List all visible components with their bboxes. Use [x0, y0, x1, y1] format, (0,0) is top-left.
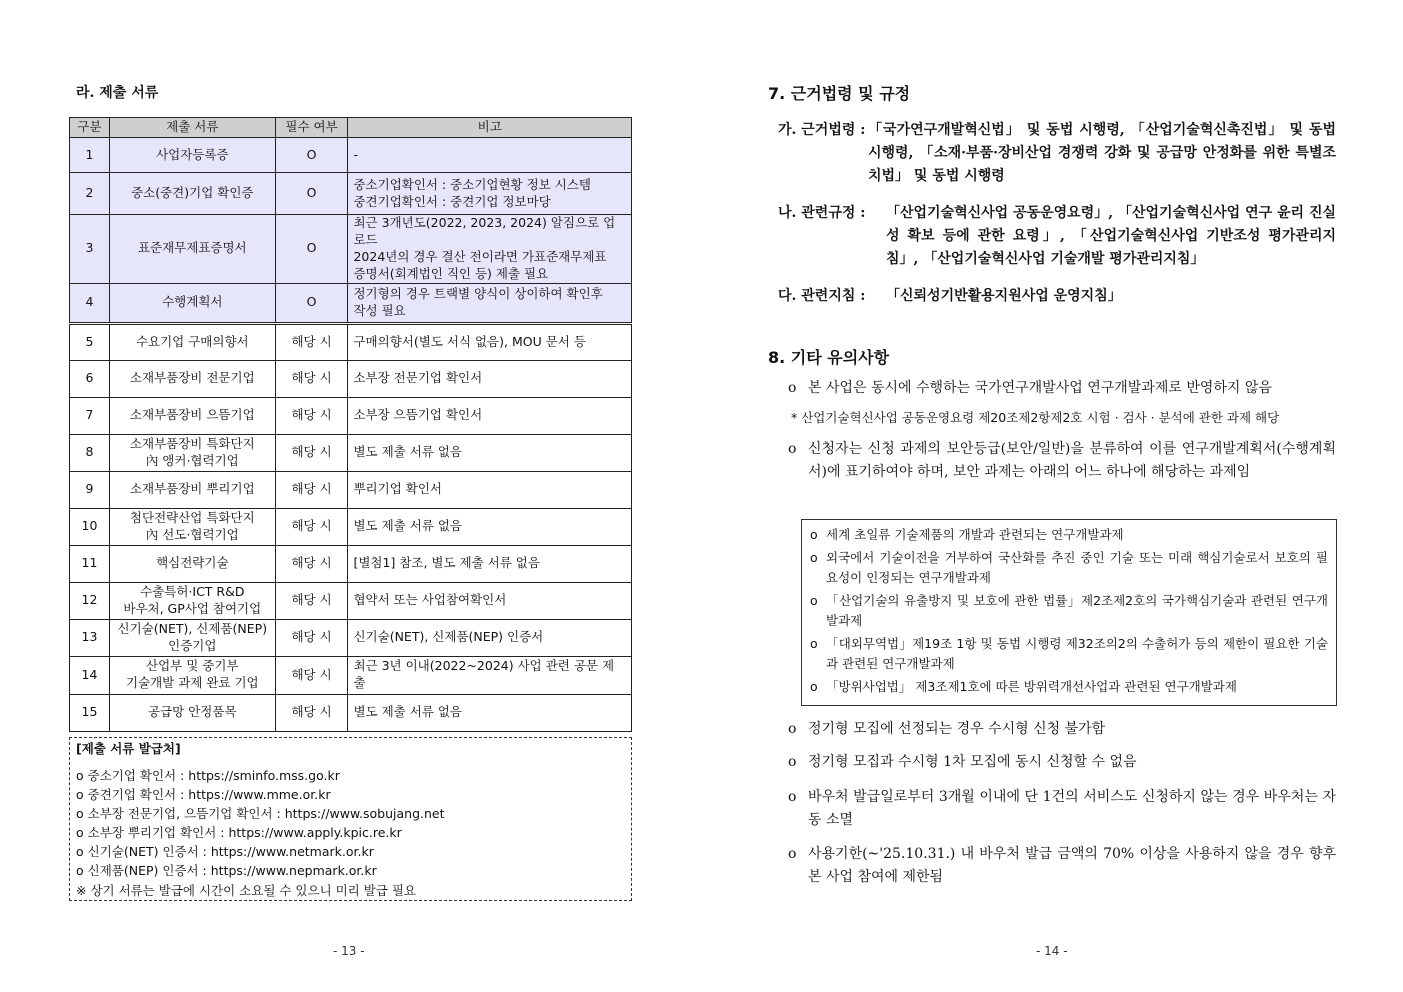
- law-row-basis: [778, 119, 1338, 189]
- table-row: [70, 656, 632, 694]
- cell-no: 12: [70, 582, 110, 619]
- section-title-laws: 7. 근거법령 및 규정: [768, 84, 911, 103]
- security-item: [810, 591, 1328, 631]
- issuer-box: [69, 737, 632, 901]
- security-item: [810, 525, 1328, 545]
- law-text: 「산업기술혁신사업 공동운영요령」, 「산업기술혁신사업 연구 윤리 진실성 확보 등에 관한 요령」, 「산업기술혁신사업 기반조성 평가관리지침」, 「산업기술혁신사업 기술개발 평가관리지침」: [886, 205, 1336, 267]
- note-item: [788, 786, 1336, 832]
- cell-note: 협약서 또는 사업참여확인서: [348, 582, 632, 619]
- security-item: [810, 677, 1328, 697]
- table-row: [70, 694, 632, 731]
- cell-doc: 소재부품장비 특화단지 內 앵커·협력기업: [109, 434, 275, 471]
- note-text: 본 사업은 동시에 수행하는 국가연구개발사업 연구개발과제로 반영하지 않음: [808, 380, 1272, 396]
- page-number-right: - 14 -: [1036, 944, 1068, 958]
- cell-required: 해당 시: [275, 545, 348, 582]
- table-row: [70, 508, 632, 545]
- table-row: [70, 434, 632, 471]
- note-text: 정기형 모집에 선정되는 경우 수시형 신청 불가함: [808, 721, 1106, 737]
- section-title-notes: 8. 기타 유의사항: [768, 348, 890, 367]
- table-row: [70, 545, 632, 582]
- cell-required: 해당 시: [275, 508, 348, 545]
- note-item: [788, 377, 1336, 400]
- cell-note: 구매의향서(별도 서식 없음), MOU 문서 등: [348, 323, 632, 360]
- cell-no: 1: [70, 138, 110, 173]
- cell-required: 해당 시: [275, 619, 348, 656]
- cell-required: 해당 시: [275, 323, 348, 360]
- cell-doc: 공급망 안정품목: [109, 694, 275, 731]
- cell-required: O: [275, 173, 348, 215]
- cell-required: 해당 시: [275, 471, 348, 508]
- bullet-marker: o: [788, 721, 797, 737]
- law-label: 가. 근거법령 :: [778, 122, 866, 138]
- cell-note: 소부장 으뜸기업 확인서: [348, 397, 632, 434]
- bullet-marker: o: [810, 679, 818, 694]
- security-item-text: 외국에서 기술이전을 거부하여 국산화를 추진 중인 기술 또는 미래 핵심기술로서 보호의 필요성이 인정되는 연구개발과제: [826, 550, 1328, 585]
- table-row: [70, 619, 632, 656]
- note-text: 정기형 모집과 수시형 1차 모집에 동시 신청할 수 없음: [808, 754, 1137, 770]
- cell-note: 뿌리기업 확인서: [348, 471, 632, 508]
- cell-doc: 신기술(NET), 신제품(NEP) 인증기업: [109, 619, 275, 656]
- cell-required: 해당 시: [275, 360, 348, 397]
- bullet-marker: o: [788, 789, 797, 805]
- issuer-item: o 중견기업 확인서 : https://www.mme.or.kr: [76, 787, 331, 802]
- cell-note: 정기형의 경우 트랙별 양식이 상이하여 확인후 작성 필요: [348, 283, 632, 323]
- cell-no: 8: [70, 434, 110, 471]
- note-item: [788, 843, 1336, 889]
- issuer-item: o 소부장 전문기업, 으뜸기업 확인서 : https://www.sobujang.net: [76, 806, 445, 821]
- law-text: 「신뢰성기반활용지원사업 운영지침」: [886, 288, 1122, 304]
- cell-required: 해당 시: [275, 582, 348, 619]
- bullet-marker: o: [788, 380, 797, 396]
- bullet-marker: o: [810, 527, 818, 542]
- security-item-text: 「방위사업법」 제3조제1호에 따른 방위력개선사업과 관련된 연구개발과제: [826, 679, 1237, 694]
- submission-table: [69, 117, 632, 732]
- cell-required: 해당 시: [275, 397, 348, 434]
- cell-doc: 사업자등록증: [109, 138, 275, 173]
- bullet-marker: o: [810, 593, 818, 608]
- cell-no: 6: [70, 360, 110, 397]
- note-text: 신청자는 신청 과제의 보안등급(보안/일반)을 분류하여 이를 연구개발계획서(수행계획서)에 표기하여야 하며, 보안 과제는 아래의 어느 하나에 해당하는 과제임: [808, 441, 1336, 480]
- note-item-security: [788, 438, 1336, 484]
- cell-no: 5: [70, 323, 110, 360]
- table-row: [70, 283, 632, 323]
- bullet-marker: o: [788, 441, 797, 457]
- bullet-marker: o: [788, 754, 797, 770]
- cell-doc: 수요기업 구매의향서: [109, 323, 275, 360]
- security-item-text: 「산업기술의 유출방지 및 보호에 관한 법률」제2조제2호의 국가핵심기술과 관련된 연구개발과제: [826, 593, 1328, 628]
- bullet-marker: o: [810, 550, 818, 565]
- table-row: [70, 173, 632, 215]
- issuer-note: ※ 상기 서류는 발급에 시간이 소요될 수 있으니 미리 발급 필요: [76, 883, 417, 898]
- note-item: [788, 718, 1336, 741]
- cell-no: 10: [70, 508, 110, 545]
- cell-no: 15: [70, 694, 110, 731]
- cell-note: 최근 3년 이내(2022~2024) 사업 관련 공문 제출: [348, 656, 632, 694]
- issuer-item: o 신제품(NEP) 인증서 : https://www.nepmark.or.kr: [76, 863, 377, 878]
- cell-note: 별도 제출 서류 없음: [348, 434, 632, 471]
- table-row: [70, 471, 632, 508]
- cell-note: 별도 제출 서류 없음: [348, 508, 632, 545]
- cell-doc: 첨단전략산업 특화단지 內 선도·협력기업: [109, 508, 275, 545]
- issuer-item: o 소부장 뿌리기업 확인서 : https://www.apply.kpic.re.kr: [76, 825, 402, 840]
- cell-no: 3: [70, 215, 110, 284]
- cell-note: [별첨1] 참조, 별도 제출 서류 없음: [348, 545, 632, 582]
- note-text: 바우처 발급일로부터 3개월 이내에 단 1건의 서비스도 신청하지 않는 경우 바우처는 자동 소멸: [808, 789, 1336, 828]
- cell-required: O: [275, 283, 348, 323]
- cell-doc: 소재부품장비 전문기업: [109, 360, 275, 397]
- page-number-left: - 13 -: [333, 944, 365, 958]
- security-item-text: 「대외무역법」제19조 1항 및 동법 시행령 제32조의2의 수출허가 등의 제한이 필요한 기술과 관련된 연구개발과제: [826, 636, 1328, 671]
- bullet-marker: o: [810, 636, 818, 651]
- issuer-item: o 신기술(NET) 인증서 : https://www.netmark.or.kr: [76, 844, 374, 859]
- table-row: [70, 360, 632, 397]
- security-criteria-box: [801, 519, 1337, 706]
- cell-required: 해당 시: [275, 656, 348, 694]
- cell-required: O: [275, 215, 348, 284]
- table-header-row: [70, 118, 632, 138]
- issuer-title: [제출 서류 발급처]: [76, 741, 181, 756]
- cell-required: 해당 시: [275, 694, 348, 731]
- cell-no: 14: [70, 656, 110, 694]
- header-note: 비고: [348, 118, 632, 138]
- note-item: [788, 751, 1336, 774]
- issuer-item: o 중소기업 확인서 : https://sminfo.mss.go.kr: [76, 768, 340, 783]
- cell-doc: 소재부품장비 으뜸기업: [109, 397, 275, 434]
- cell-doc: 산업부 및 중기부 기술개발 과제 완료 기업: [109, 656, 275, 694]
- section-title-submission: 라. 제출 서류: [76, 85, 159, 101]
- cell-doc: 표준재무제표증명서: [109, 215, 275, 284]
- cell-doc: 수출특허·ICT R&D 바우처, GP사업 참여기업: [109, 582, 275, 619]
- law-row-regulations: [778, 202, 1338, 272]
- table-row: [70, 582, 632, 619]
- cell-no: 13: [70, 619, 110, 656]
- bullet-marker: o: [788, 846, 797, 862]
- cell-no: 2: [70, 173, 110, 215]
- header-doc: 제출 서류: [109, 118, 275, 138]
- cell-required: O: [275, 138, 348, 173]
- cell-doc: 수행계획서: [109, 283, 275, 323]
- law-text: 「국가연구개발혁신법」 및 동법 시행령, 「산업기술혁신촉진법」 및 동법 시행령, 「소재·부품·장비산업 경쟁력 강화 및 공급망 안정화를 위한 특별조치법」 및 동법 시행령: [868, 122, 1336, 184]
- cell-note: -: [348, 138, 632, 173]
- cell-note: 소부장 전문기업 확인서: [348, 360, 632, 397]
- security-item: [810, 634, 1328, 674]
- header-no: 구분: [70, 118, 110, 138]
- note-text: 사용기한(~'25.10.31.) 내 바우처 발급 금액의 70% 이상을 사용하지 않을 경우 향후 본 사업 참여에 제한됨: [808, 846, 1336, 885]
- cell-no: 11: [70, 545, 110, 582]
- cell-no: 9: [70, 471, 110, 508]
- cell-doc: 중소(중견)기업 확인증: [109, 173, 275, 215]
- security-item-text: 세계 초일류 기술제품의 개발과 관련되는 연구개발과제: [826, 527, 1124, 542]
- cell-no: 7: [70, 397, 110, 434]
- cell-note: 신기술(NET), 신제품(NEP) 인증서: [348, 619, 632, 656]
- table-row: [70, 215, 632, 284]
- cell-doc: 소재부품장비 뿌리기업: [109, 471, 275, 508]
- table-row: [70, 397, 632, 434]
- law-row-guidelines: [778, 285, 1338, 309]
- cell-note: 중소기업확인서 : 중소기업현황 정보 시스템 중견기업확인서 : 중견기업 정보마당: [348, 173, 632, 215]
- cell-required: 해당 시: [275, 434, 348, 471]
- table-row: [70, 138, 632, 173]
- cell-no: 4: [70, 283, 110, 323]
- cell-note: 최근 3개년도(2022, 2023, 2024) 알짐으로 업로드 2024년의 경우 결산 전이라면 가표준재무제표 증명서(회계법인 직인 등) 제출 필요: [348, 215, 632, 284]
- table-row: [70, 323, 632, 360]
- cell-doc: 핵심전략기술: [109, 545, 275, 582]
- footnote: * 산업기술혁신사업 공동운영요령 제20조제2항제2호 시험 · 검사 · 분석에 관한 과제 해당: [791, 410, 1280, 425]
- table-body: [70, 138, 632, 732]
- security-item: [810, 548, 1328, 588]
- header-required: 필수 여부: [275, 118, 348, 138]
- law-label: 나. 관련규정 :: [778, 205, 866, 221]
- law-label: 다. 관련지침 :: [778, 288, 866, 304]
- cell-note: 별도 제출 서류 없음: [348, 694, 632, 731]
